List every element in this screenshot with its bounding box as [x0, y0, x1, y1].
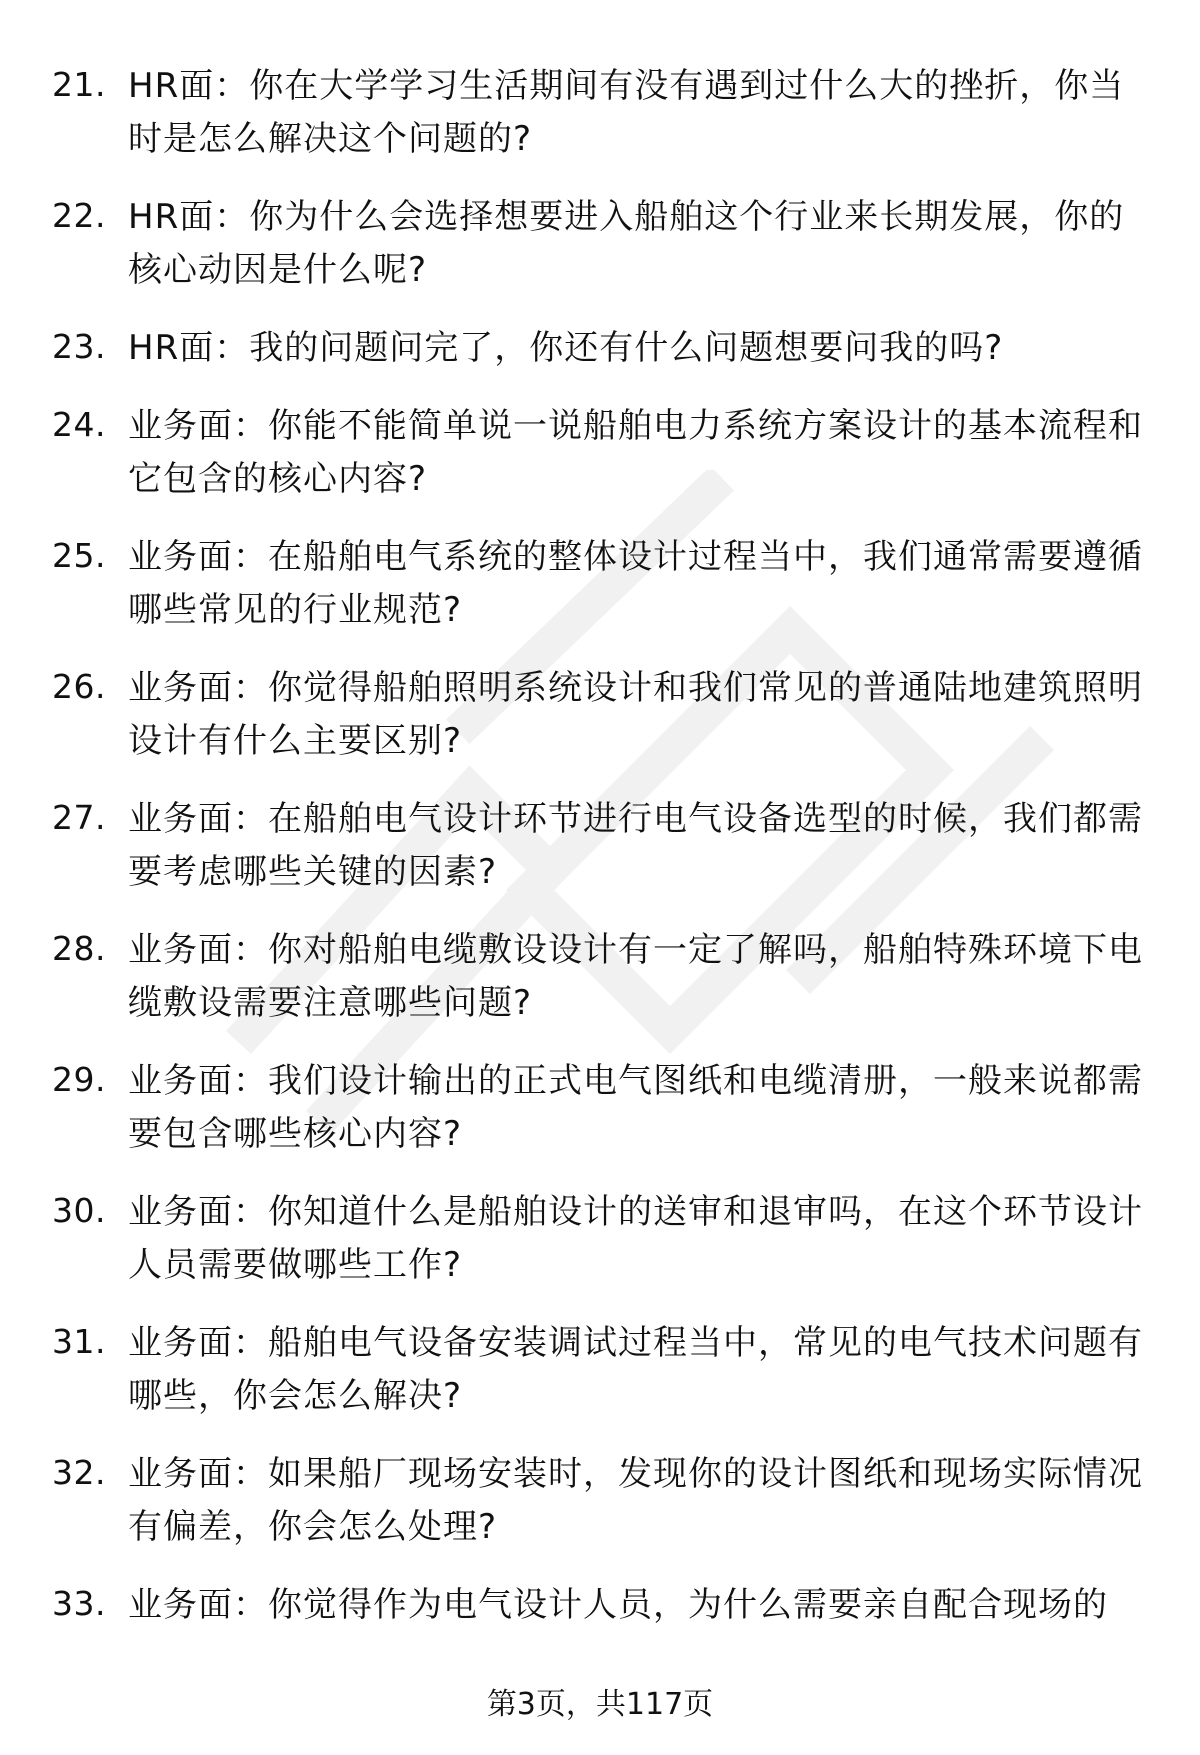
question-item-30: [52, 1186, 1162, 1317]
question-number: 27.: [52, 798, 106, 837]
page-indicator: 第3页，共117页: [486, 1687, 714, 1722]
question-number: 24.: [52, 405, 106, 444]
question-text: 业务面：在船舶电气系统的整体设计过程当中，我们通常需要遵循哪些常见的行业规范?: [128, 537, 1143, 630]
question-item-25: [52, 531, 1162, 662]
question-item-22: [52, 191, 1162, 322]
question-item-21: [52, 60, 1162, 191]
question-text: 业务面：你对船舶电缆敷设设计有一定了解吗，船舶特殊环境下电缆敷设需要注意哪些问题?: [128, 930, 1143, 1023]
question-item-24: [52, 400, 1162, 531]
question-item-31: [52, 1317, 1162, 1448]
question-item-33: [52, 1579, 1162, 1639]
question-text: 业务面：船舶电气设备安装调试过程当中，常见的电气技术问题有哪些，你会怎么解决?: [128, 1323, 1143, 1416]
question-text: 业务面：你知道什么是船舶设计的送审和退审吗，在这个环节设计人员需要做哪些工作?: [128, 1192, 1143, 1285]
question-number: 26.: [52, 667, 106, 706]
question-number: 28.: [52, 929, 106, 968]
question-number: 22.: [52, 196, 106, 235]
question-text: HR面：你为什么会选择想要进入船舶这个行业来长期发展，你的核心动因是什么呢?: [128, 197, 1125, 290]
question-text: 业务面：在船舶电气设计环节进行电气设备选型的时候，我们都需要考虑哪些关键的因素?: [128, 799, 1143, 892]
question-number: 25.: [52, 536, 106, 575]
question-text: 业务面：你觉得船舶照明系统设计和我们常见的普通陆地建筑照明设计有什么主要区别?: [128, 668, 1143, 761]
question-item-27: [52, 793, 1162, 924]
question-text: 业务面：我们设计输出的正式电气图纸和电缆清册，一般来说都需要包含哪些核心内容?: [128, 1061, 1143, 1154]
question-number: 32.: [52, 1453, 106, 1492]
question-item-23: [52, 322, 1162, 400]
question-number: 30.: [52, 1191, 106, 1230]
question-text: HR面：你在大学学习生活期间有没有遇到过什么大的挫折，你当时是怎么解决这个问题的?: [128, 66, 1125, 159]
question-item-26: [52, 662, 1162, 793]
question-number: 23.: [52, 327, 106, 366]
question-text: 业务面：如果船厂现场安装时，发现你的设计图纸和现场实际情况有偏差，你会怎么处理?: [128, 1454, 1143, 1547]
question-number: 33.: [52, 1584, 106, 1623]
question-text: 业务面：你能不能简单说一说船舶电力系统方案设计的基本流程和它包含的核心内容?: [128, 406, 1143, 499]
question-number: 29.: [52, 1060, 106, 1099]
question-list: [52, 60, 1162, 1639]
question-item-29: [52, 1055, 1162, 1186]
question-number: 21.: [52, 65, 106, 104]
question-number: 31.: [52, 1322, 106, 1361]
question-item-32: [52, 1448, 1162, 1579]
question-item-28: [52, 924, 1162, 1055]
question-text: HR面：我的问题问完了，你还有什么问题想要问我的吗?: [128, 328, 1004, 368]
question-text: 业务面：你觉得作为电气设计人员，为什么需要亲自配合现场的: [128, 1585, 1108, 1625]
